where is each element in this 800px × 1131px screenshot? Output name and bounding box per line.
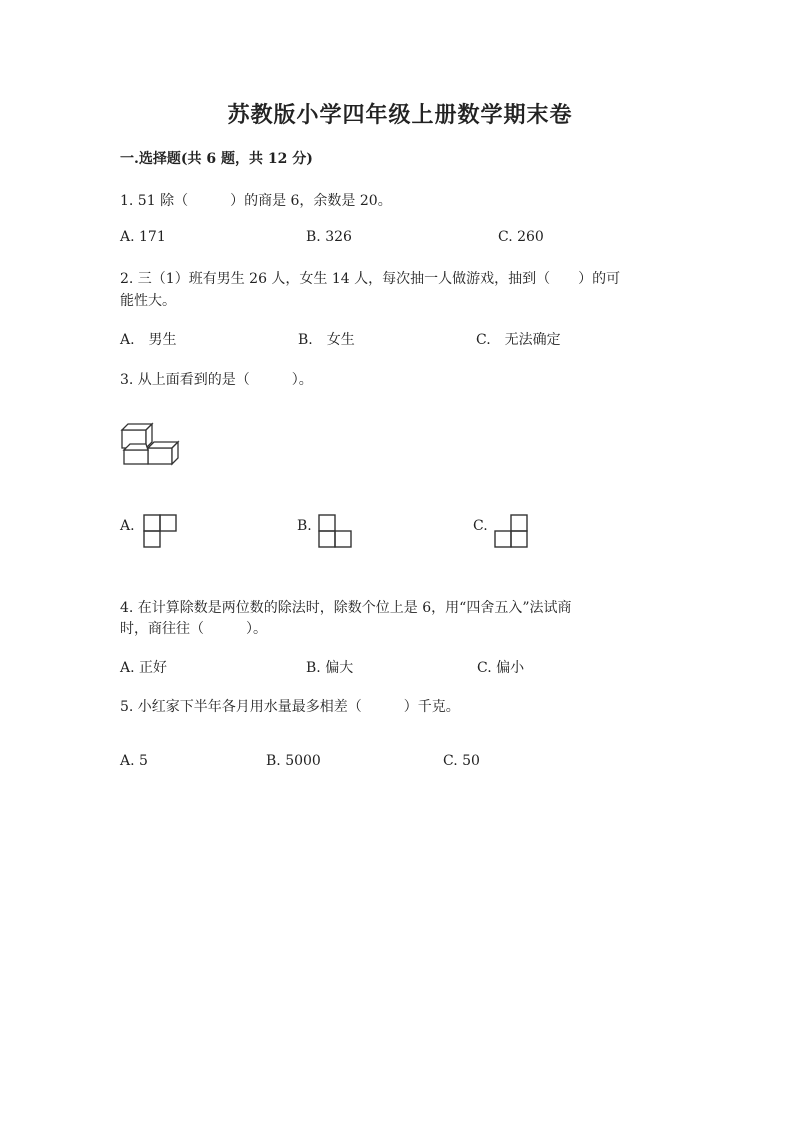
question-4-option-a[interactable]: A. 正好 [120, 660, 168, 676]
question-4-text-line1: 4. 在计算除数是两位数的除法时，除数个位上是 6，用“四舍五入”法试商 [120, 600, 572, 616]
question-2-option-a[interactable]: A. 男生 [120, 332, 177, 348]
view-option-a-icon[interactable] [143, 514, 177, 548]
view-option-c-icon[interactable] [494, 514, 528, 548]
question-5-text: 5. 小红家下半年各月用水量最多相差（ ）千克。 [120, 699, 460, 715]
question-5-option-b[interactable]: B. 5000 [266, 753, 321, 769]
question-1-option-b[interactable]: B. 326 [306, 229, 352, 245]
page-title: 苏教版小学四年级上册数学期末卷 [227, 102, 573, 128]
question-2-text-line2: 能性大。 [120, 293, 176, 309]
question-2-option-b[interactable]: B. 女生 [298, 332, 355, 348]
question-4-option-b[interactable]: B. 偏大 [306, 660, 354, 676]
question-1-option-c[interactable]: C. 260 [498, 229, 544, 245]
question-3-option-b[interactable]: B. [297, 518, 312, 534]
stacked-cubes-icon [118, 420, 182, 468]
question-2-option-c[interactable]: C. 无法确定 [476, 332, 561, 348]
question-4-text-line2: 时，商往往（ ）。 [120, 621, 267, 637]
question-1-option-a[interactable]: A. 171 [120, 229, 166, 245]
question-5-option-a[interactable]: A. 5 [120, 753, 148, 769]
question-1-text: 1. 51 除（ ）的商是 6，余数是 20。 [120, 193, 392, 209]
question-3-option-a[interactable]: A. [120, 518, 135, 534]
section-heading: 一.选择题(共 6 题，共 12 分) [120, 151, 313, 167]
question-2-text-line1: 2. 三（1）班有男生 26 人，女生 14 人，每次抽一人做游戏，抽到（ ）的可 [120, 271, 621, 287]
question-3-text: 3. 从上面看到的是（ ）。 [120, 372, 313, 388]
question-3-option-c[interactable]: C. [473, 518, 488, 534]
question-4-option-c[interactable]: C. 偏小 [477, 660, 525, 676]
question-5-option-c[interactable]: C. 50 [443, 753, 480, 769]
view-option-b-icon[interactable] [318, 514, 352, 548]
